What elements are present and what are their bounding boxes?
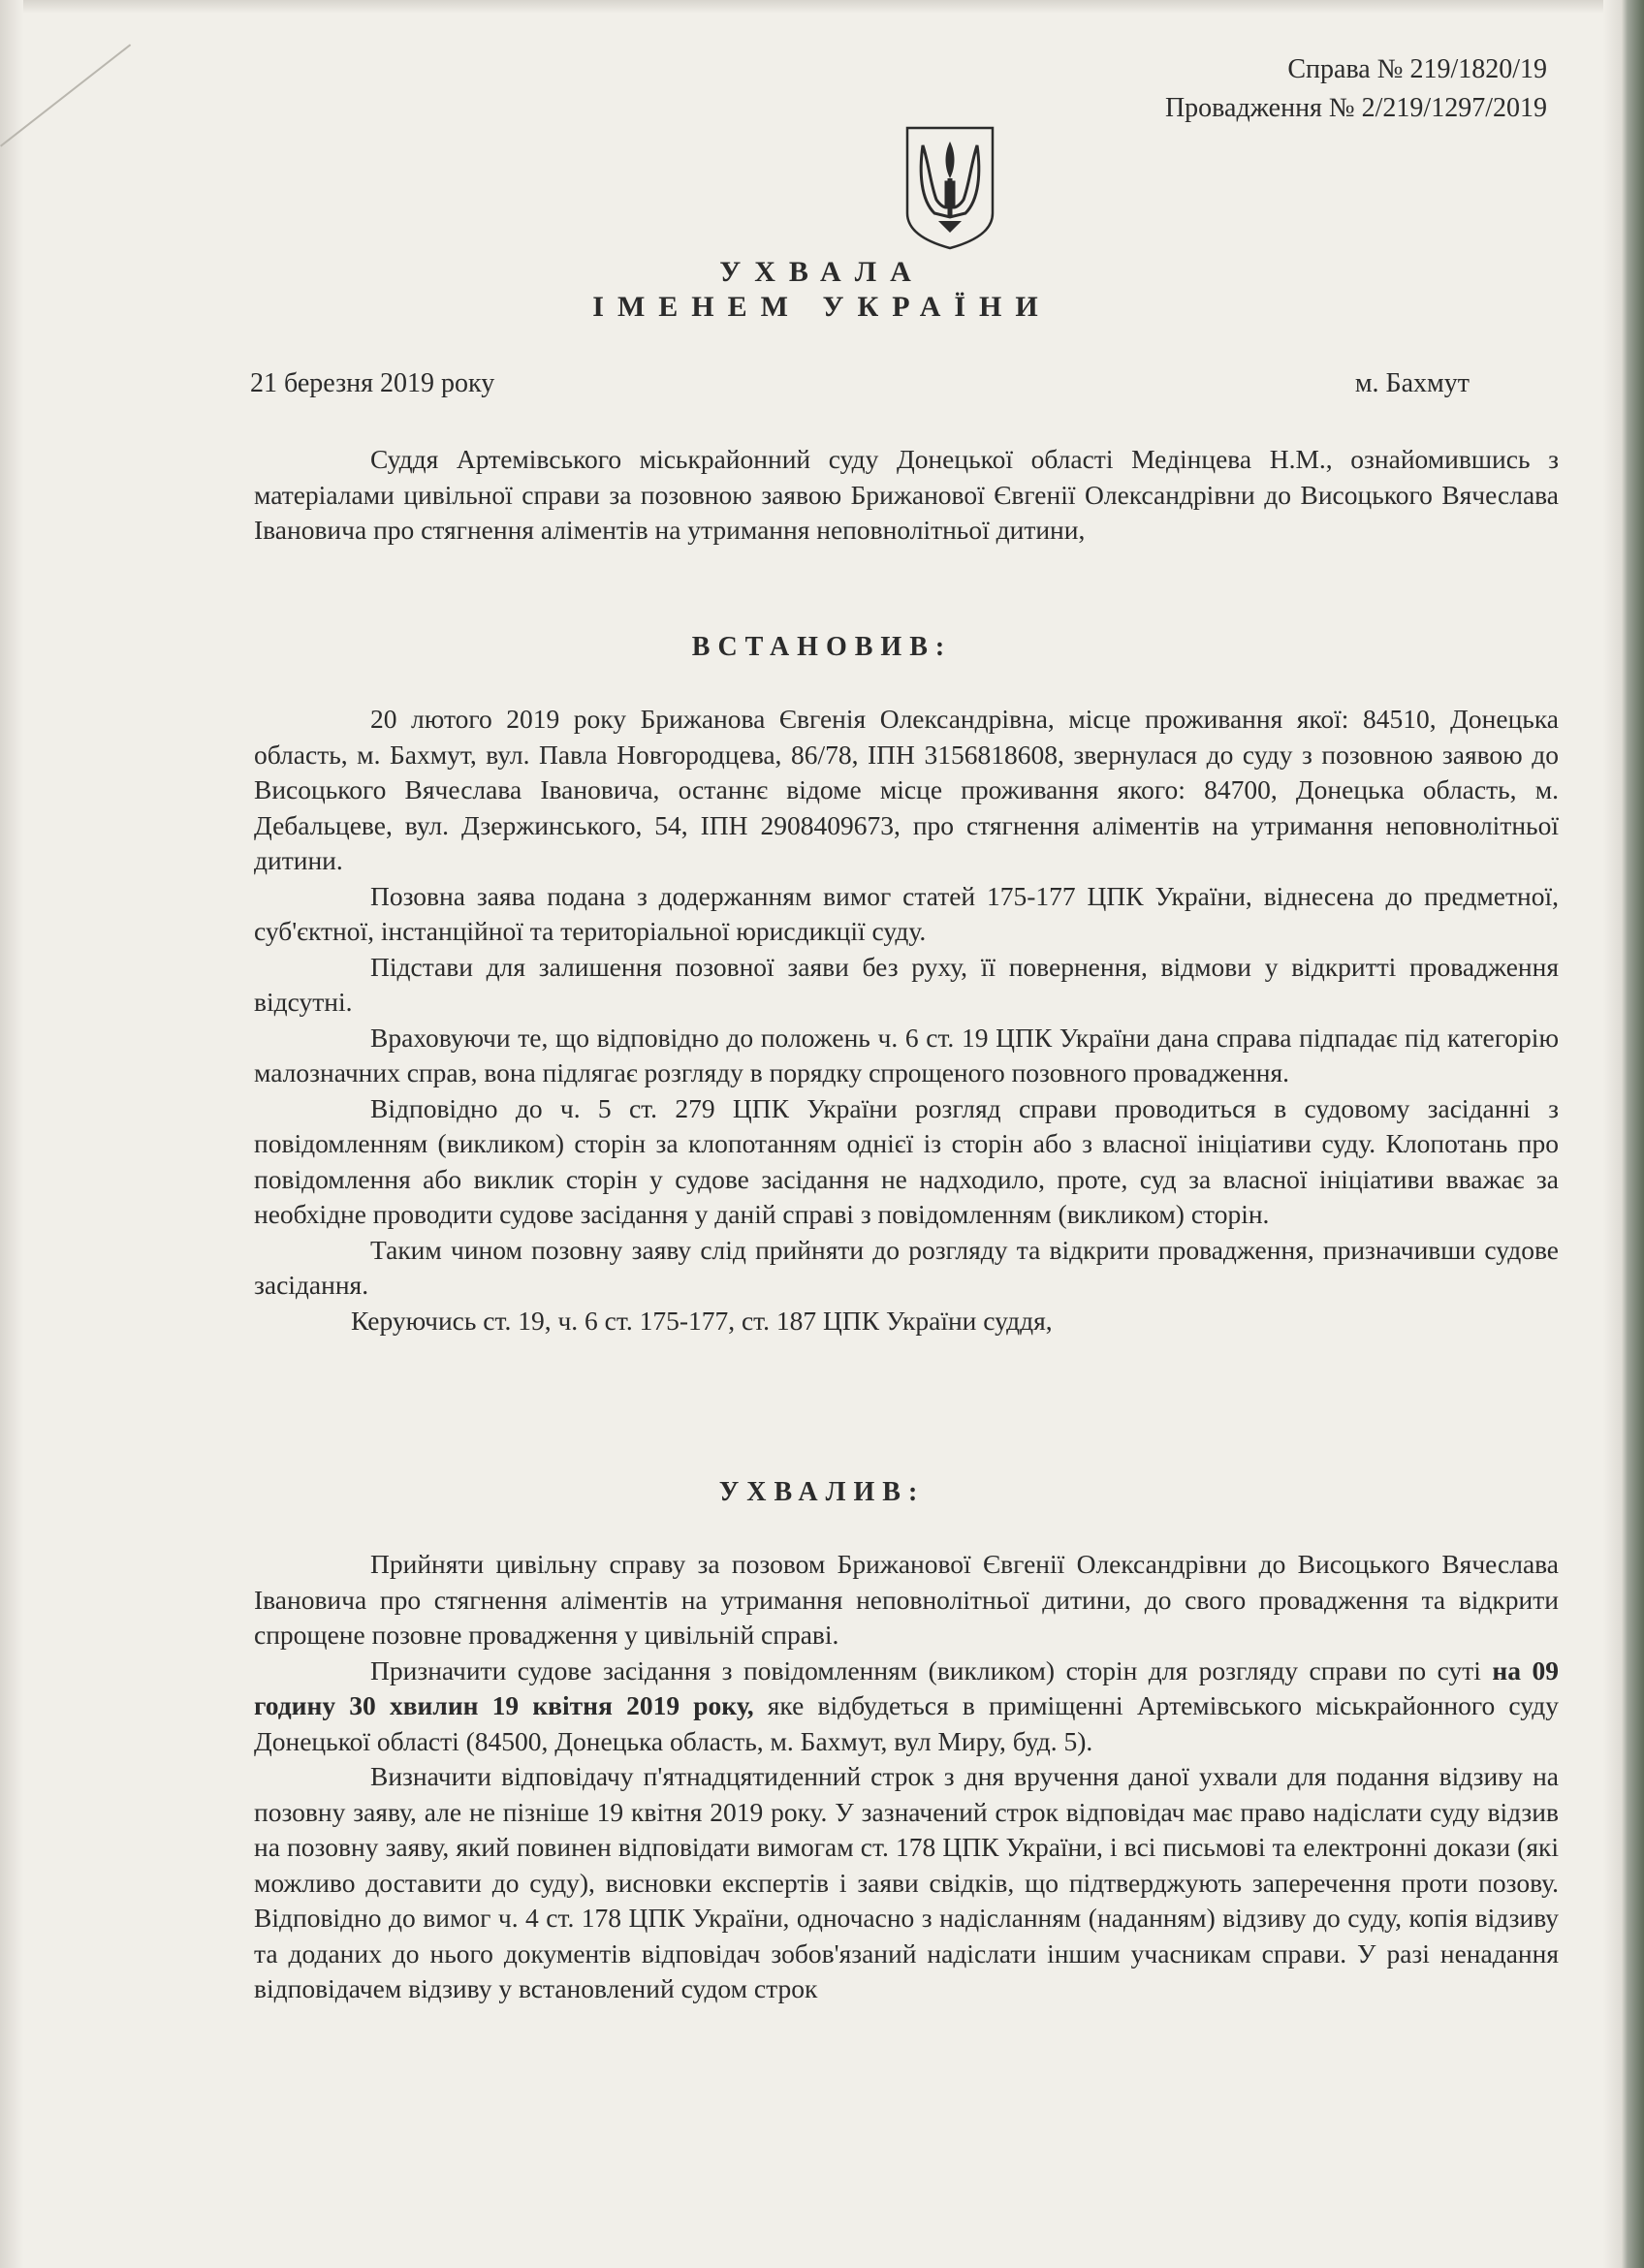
page-edge-left [0,0,23,2268]
page-edge-right [1603,0,1644,2268]
document-subtitle: ІМЕНЕМ УКРАЇНИ [592,291,1052,323]
trident-emblem-icon [901,124,998,252]
case-number: Справа № 219/1820/19 [1287,54,1547,84]
intro-paragraph: Суддя Артемівського міськрайонний суду Донецької області Медінцева Н.М., ознайомившись з матеріалами цивільної справи за позовною заявою Брижанової Євгенії Олександрівни до Висоцького Вячеслава Івановича про стягнення аліментів на утримання неповнолітньої дитини, [254,444,1559,545]
established-paragraph: 20 лютого 2019 року Брижанова Євгенія Олександрівна, місце проживання якої: 84510, Донецька область, м. Бахмут, вул. Павла Новгородцева, 86/78, ІПН 3156818608, звернулася до суду з позовною заявою до Висоцького Вячеслава Івановича, останнє відоме місце проживання якого: 84700, Донецька область, м. Дебальцеве, вул. Дзержинського, 54, ІПН 2908409673, про стягнення аліментів на утримання неповнолітньої дитини. [254,704,1559,875]
case-header [1165,50,1547,128]
ruling-paragraph: Прийняти цивільну справу за позовом Брижанової Євгенії Олександрівни до Висоцького Вячеслава Івановича про стягнення аліментів на утримання неповнолітньої дитини, до свого провадження та відкрити спрощене позовне провадження у цивільній справі. [254,1549,1559,1650]
ruling-hearing-text-before: Призначити судове засідання з повідомленням (викликом) сторін для розгляду справи по суті [370,1654,1493,1685]
document-date: 21 березня 2019 року [250,368,495,398]
established-block [254,702,1559,1339]
document-title: УХВАЛА [719,256,925,288]
document-place: м. Бахмут [1354,368,1470,398]
ruling-paragraph: Визначити відповідачу п'ятнадцятиденний строк з дня вручення даної ухвали для подання відзиву на позовну заяву, але не пізніше 19 квітня 2019 року. У зазначений строк відповідач має право надіслати суду відзив на позовну заяву, який повинен відповідати вимогам ст. 178 ЦПК України, і всі письмові та електронні докази (які можливо доставити до суду), висновки експертів і заяви свідків, що підтверджують заперечення проти позову. Відповідно до вимог ч. 4 ст. 178 ЦПК України, одночасно з надісланням (наданням) відзиву до суду, копія відзиву та доданих до нього документів відповідач зобов'язаний надіслати іншим учасникам справи. У разі ненадання відповідачем відзиву у встановлений судом строк [254,1761,1559,2003]
established-paragraph: Враховуючи те, що відповідно до положень ч. 6 ст. 19 ЦПК України дана справа підпадає під категорію малозначних справ, вона підлягає розгляду в порядку спрощеного позовного провадження. [254,1022,1559,1087]
ruling-hearing-text-after: яке відбудеться в приміщенні Артемівського міськрайонного суду Донецької області (84500, Донецька область, м. Бахмут, вул Миру, буд. 5). [254,1690,1559,1756]
page-edge-top [0,0,1644,14]
ruling-paragraph-hearing [254,1654,1559,1760]
hearing-datetime: на 09 годину 30 хвилин 19 квітня 2019 року, [254,1654,1559,1720]
established-paragraph: Позовна заява подана з додержанням вимог статей 175-177 ЦПК України, віднесена до предметної, суб'єктної, інстанційної та територіальної юрисдикції суду. [254,880,1559,946]
established-paragraph: Керуючись ст. 19, ч. 6 ст. 175-177, ст. 187 ЦПК України суддя, [351,1305,1053,1336]
established-paragraph: Відповідно до ч. 5 ст. 279 ЦПК України розгляд справи проводиться в судовому засіданні з повідомленням (викликом) сторін за клопотанням однієї із сторін або з власної ініціативи суду. Клопотань про повідомлення або виклик сторін у судове засідання не надходило, проте, суд за власної ініціативи вважає за необхідне проводити судове засідання у даній справі з повідомленням (викликом) сторін. [254,1092,1559,1229]
ruling-block [254,1547,1559,2007]
established-paragraph: Таким чином позовну заяву слід прийняти до розгляду та відкрити провадження, призначивши судове засідання. [254,1234,1559,1300]
established-paragraph: Підстави для залишення позовної заяви без руху, її повернення, відмови у відкритті провадження відсутні. [254,951,1559,1017]
section-heading-ruled: УХВАЛИВ: [718,1477,926,1507]
proceeding-number: Провадження № 2/219/1297/2019 [1164,93,1547,123]
intro-block [254,442,1559,549]
section-heading-established: ВСТАНОВИВ: [691,632,953,662]
date-place-line [250,368,1470,399]
